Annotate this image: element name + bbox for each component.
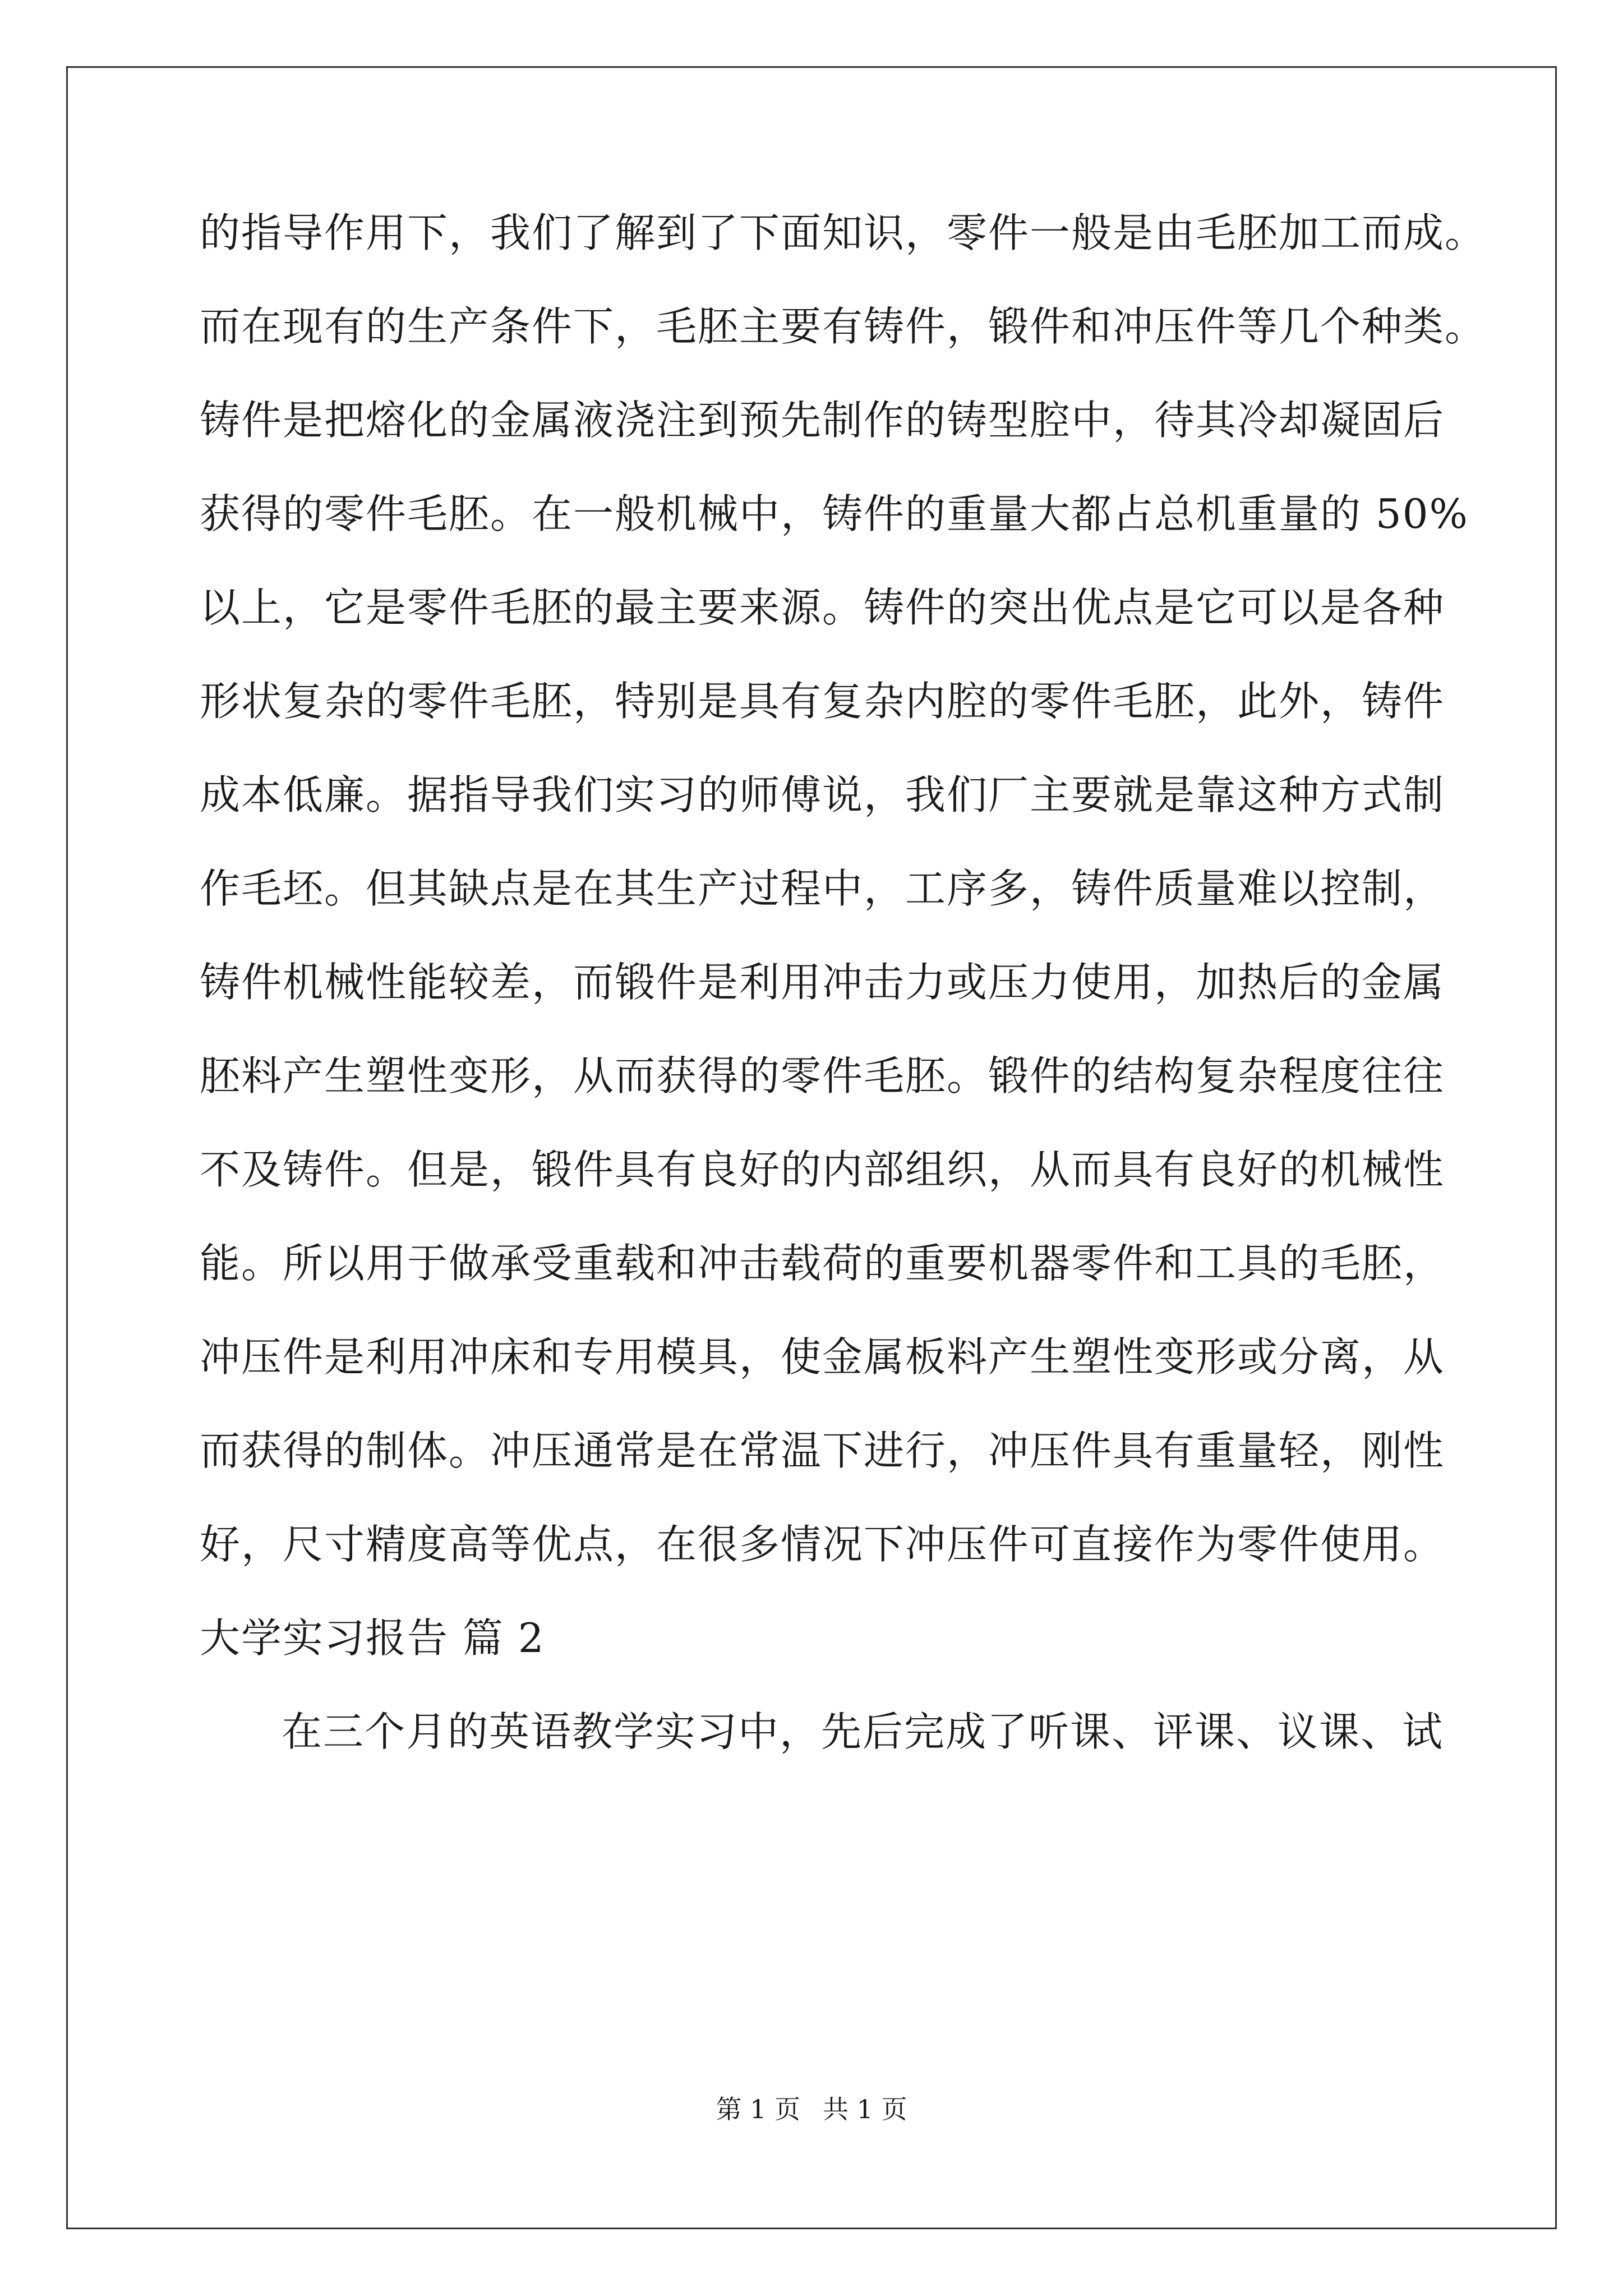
body-line-4: 获得的零件毛胚。在一般机械中，铸件的重量大都占总机重量的 50%: [200, 490, 1469, 537]
body-line-10: 胚料产生塑性变形，从而获得的零件毛胚。锻件的结构复杂程度往往: [200, 1052, 1445, 1099]
page-total: 共 1 页: [823, 2094, 907, 2124]
document-body: [200, 208, 1487, 1800]
paragraph-2-line-1: 在三个月的英语教学实习中，先后完成了听课、评课、议课、试: [282, 1708, 1444, 1755]
body-line-11: 不及铸件。但是，锻件具有良好的内部组织，从而具有良好的机械性: [200, 1146, 1445, 1193]
body-line-5: 以上，它是零件毛胚的最主要来源。铸件的突出优点是它可以是各种: [200, 584, 1445, 631]
body-line-1: 的指导作用下，我们了解到了下面知识，零件一般是由毛胚加工而成。: [200, 209, 1487, 256]
body-line-12: 能。所以用于做承受重载和冲击载荷的重要机器零件和工具的毛胚，: [200, 1240, 1445, 1287]
body-line-13: 冲压件是利用冲床和专用模具，使金属板料产生塑性变形或分离，从: [200, 1333, 1445, 1381]
section-heading: 大学实习报告 篇 2: [200, 1614, 545, 1662]
body-line-14: 而获得的制体。冲压通常是在常温下进行，冲压件具有重量轻，刚性: [200, 1427, 1445, 1474]
body-line-9: 铸件机械性能较差，而锻件是利用冲击力或压力使用，加热后的金属: [200, 959, 1445, 1006]
body-line-6: 形状复杂的零件毛胚，特别是具有复杂内腔的零件毛胚，此外，铸件: [200, 678, 1445, 725]
body-line-8: 作毛坯。但其缺点是在其生产过程中，工序多，铸件质量难以控制，: [200, 865, 1445, 912]
page-number: 第 1 页: [716, 2094, 800, 2124]
body-line-7: 成本低廉。据指导我们实习的师傅说，我们厂主要就是靠这种方式制: [200, 771, 1445, 818]
body-line-15: 好，尺寸精度高等优点，在很多情况下冲压件可直接作为零件使用。: [200, 1521, 1445, 1568]
page-footer: [0, 2092, 1623, 2126]
body-line-2: 而在现有的生产条件下，毛胚主要有铸件，锻件和冲压件等几个种类。: [200, 303, 1487, 350]
body-line-3: 铸件是把熔化的金属液浇注到预先制作的铸型腔中，待其冷却凝固后: [200, 397, 1445, 444]
